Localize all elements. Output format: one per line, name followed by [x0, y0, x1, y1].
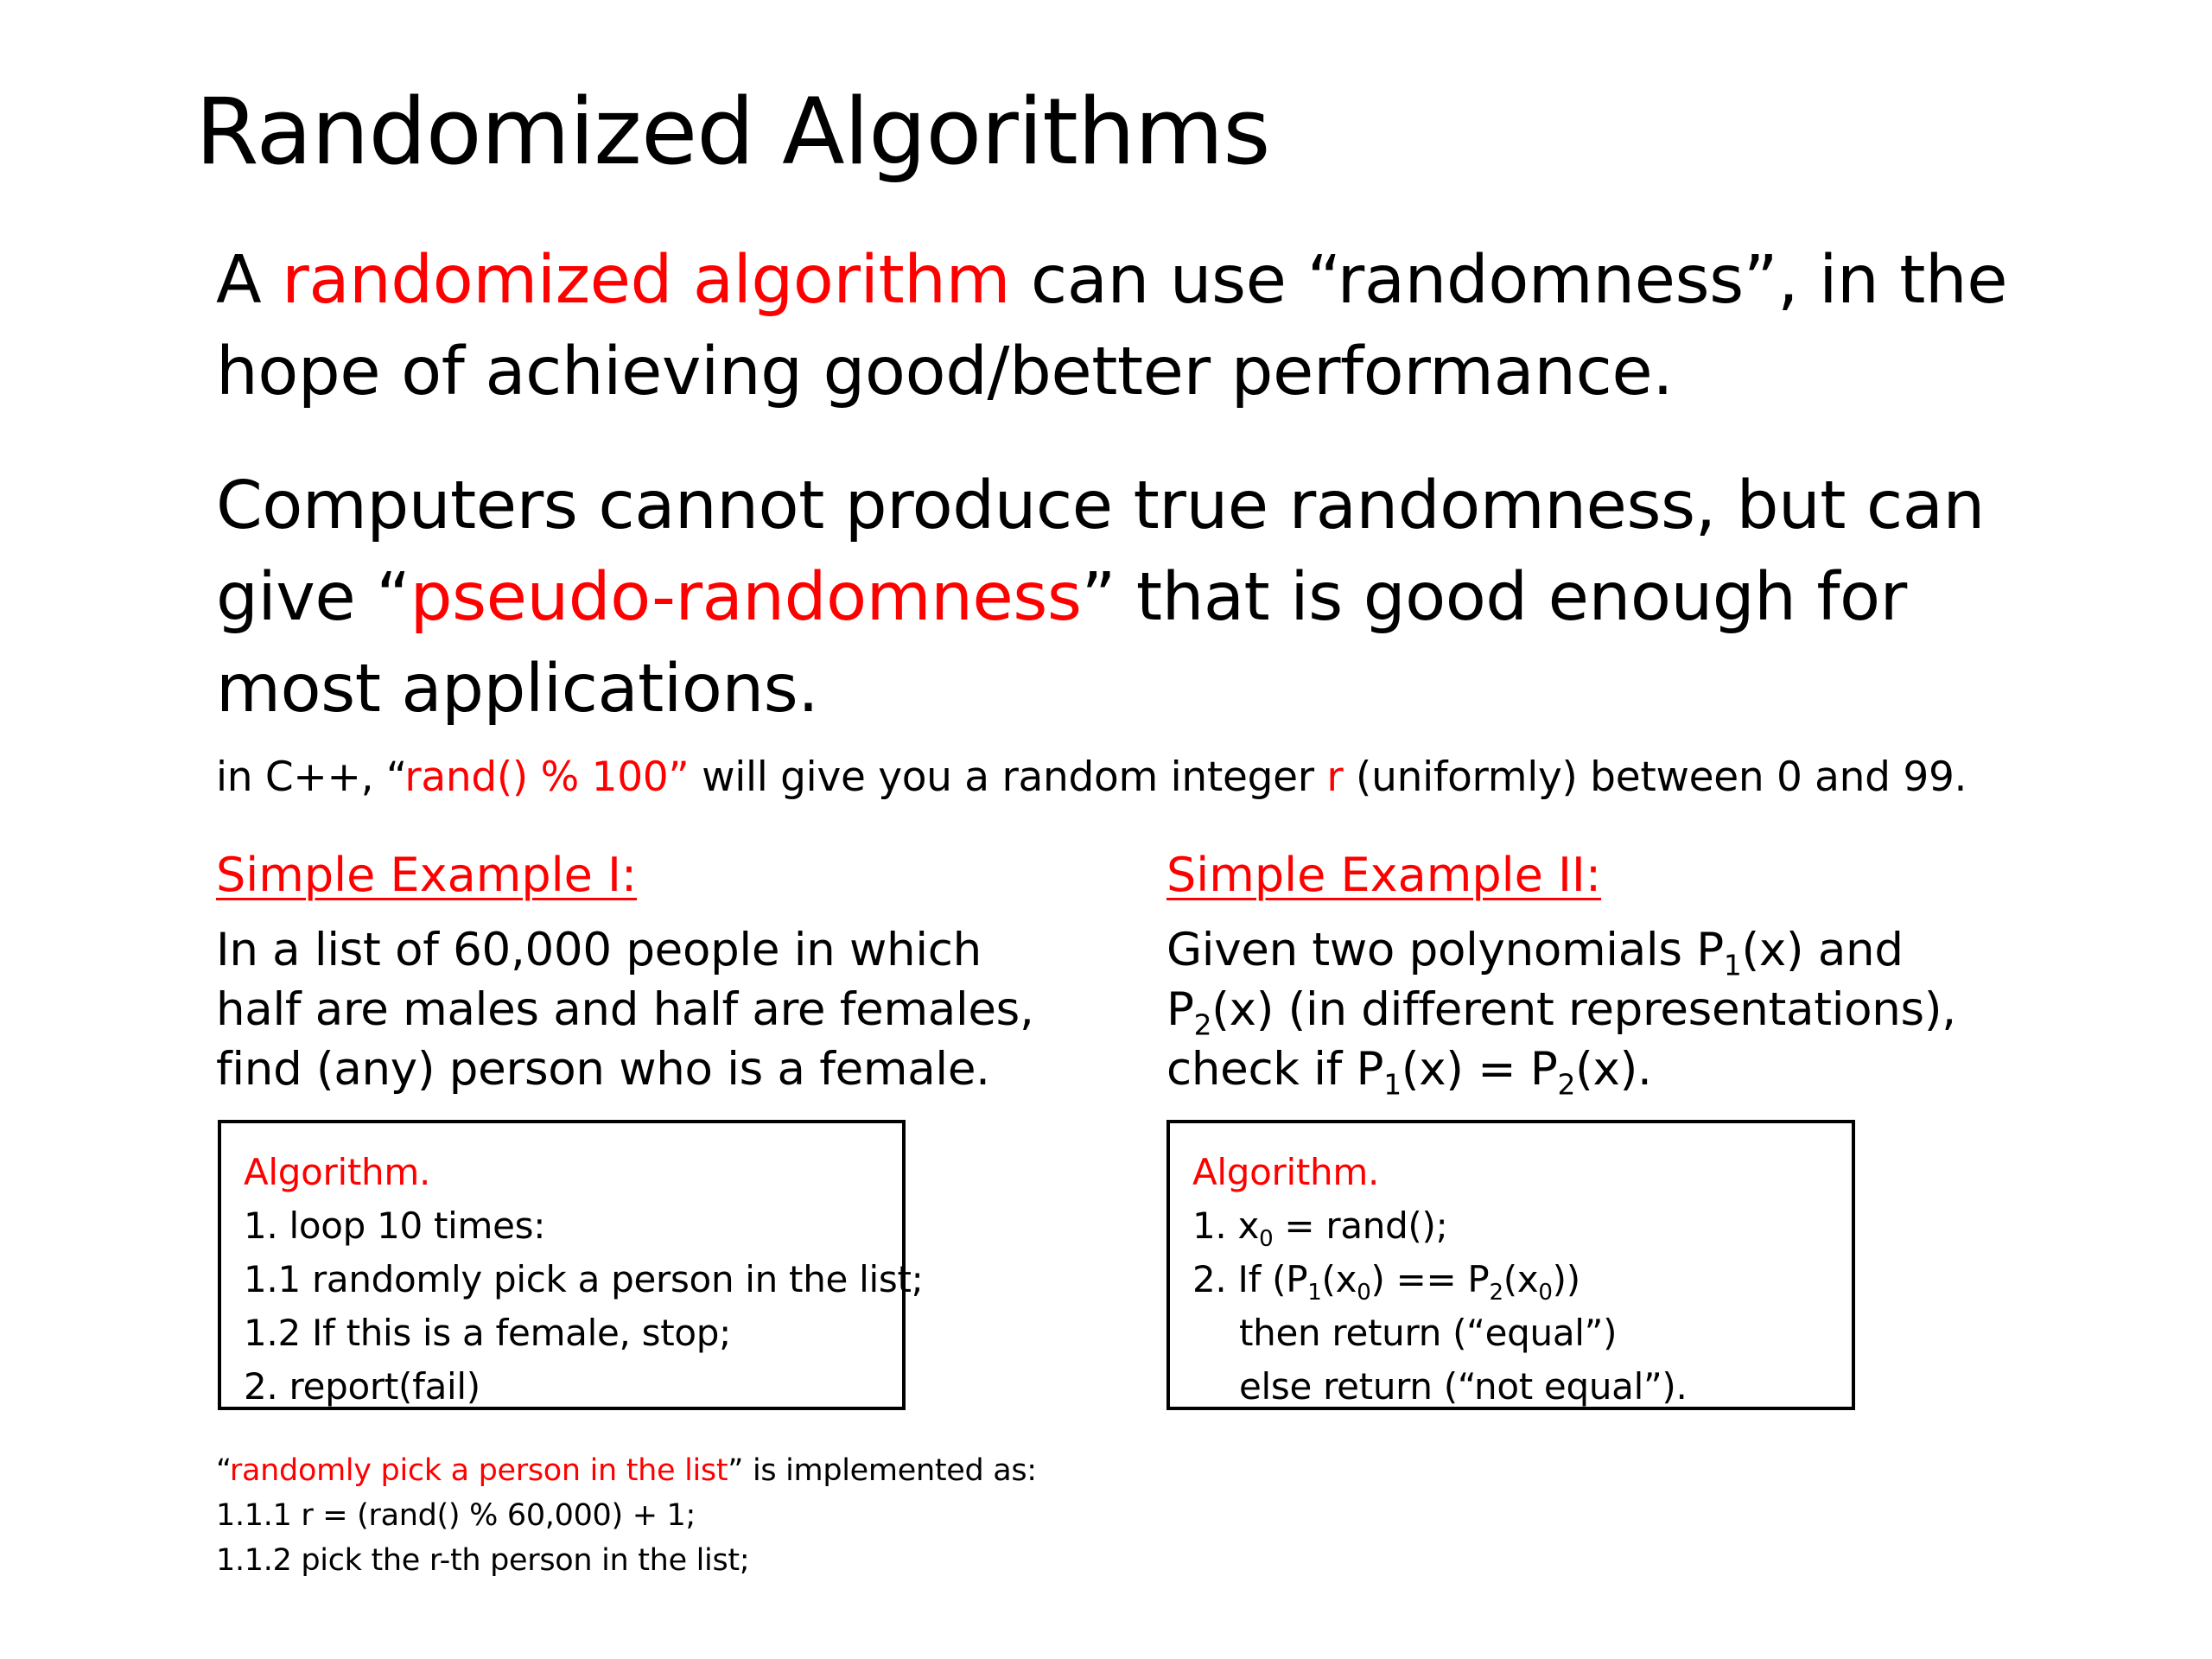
text: P [1166, 983, 1194, 1036]
implementation-footnote [216, 1448, 1037, 1583]
subscript: 0 [1538, 1280, 1553, 1306]
text: )) [1552, 1258, 1580, 1300]
subscript: 0 [1357, 1280, 1371, 1306]
computers-line-3: most applications. [216, 651, 819, 728]
intro-line-1 [216, 235, 2007, 327]
subscript: 2 [1489, 1280, 1503, 1306]
subscript: 0 [1259, 1226, 1274, 1253]
text: 1. x [1192, 1205, 1260, 1247]
algorithm-step: 2. report(fail) [244, 1365, 480, 1408]
example-2-line [1166, 1039, 1956, 1102]
pseudo-randomness-term: pseudo-randomness [410, 559, 1082, 636]
intro-text: A [216, 242, 283, 319]
randomized-algorithm-term: randomized algorithm [282, 242, 1010, 319]
footnote-line-2: 1.1.1 r = (rand() % 60,000) + 1; [216, 1498, 696, 1533]
text: Given two polynomials P [1166, 924, 1724, 976]
subscript: 1 [1383, 1067, 1402, 1102]
text: (x) (in different representations), [1211, 983, 1956, 1036]
text: (x [1503, 1258, 1539, 1300]
subscript: 2 [1557, 1067, 1576, 1102]
text: ” is implemented as: [728, 1453, 1037, 1488]
rand-code: rand() % 100” [404, 753, 690, 801]
footnote-highlight: randomly pick a person in the list [229, 1453, 728, 1488]
example-1-line: half are males and half are females, [216, 983, 1034, 1036]
example-2-line [1166, 920, 1956, 980]
text: = rand(); [1273, 1205, 1448, 1247]
algorithm-box-1 [218, 1120, 924, 1410]
algorithm-step: then return (“equal”) [1239, 1312, 1618, 1354]
intro-paragraph [216, 235, 2007, 418]
text: (x). [1575, 1043, 1652, 1096]
computers-paragraph [216, 461, 1985, 735]
text: (x [1321, 1258, 1357, 1300]
cpp-text: will give you a random integer [689, 753, 1327, 801]
var-r: r [1326, 753, 1344, 801]
example-1-description [216, 920, 1034, 1099]
text: (x) = P [1401, 1043, 1558, 1096]
example-2-heading: Simple Example II: [1166, 848, 1602, 902]
example-1-line: find (any) person who is a female. [216, 1043, 990, 1096]
example-1-line: In a list of 60,000 people in which [216, 924, 982, 976]
computers-line-2 [216, 552, 1985, 644]
text: ) == P [1370, 1258, 1490, 1300]
algorithm-step: else return (“not equal”). [1239, 1365, 1688, 1408]
subscript: 1 [1307, 1280, 1322, 1306]
subscript: 2 [1193, 1007, 1212, 1042]
algorithm-box-2 [1166, 1120, 1855, 1410]
intro-line-2: hope of achieving good/better performance. [216, 334, 1674, 410]
computers-line-1: Computers cannot produce true randomness, but can [216, 467, 1985, 544]
example-2-line [1166, 980, 1956, 1042]
text: 2. If (P [1192, 1258, 1308, 1300]
cpp-text: in C++, “ [216, 753, 405, 801]
algorithm-label: Algorithm. [1192, 1151, 1380, 1193]
algorithm-label: Algorithm. [244, 1151, 431, 1193]
footnote-line-1 [216, 1448, 1037, 1493]
text: “ [216, 1453, 230, 1488]
computers-text: ” that is good enough for [1081, 559, 1907, 636]
example-1-heading: Simple Example I: [216, 848, 638, 902]
footnote-line-3: 1.1.2 pick the r-th person in the list; [216, 1543, 750, 1578]
algorithm-step [1192, 1253, 1852, 1306]
computers-text: give “ [216, 559, 410, 636]
algorithm-step: 1.1 randomly pick a person in the list; [244, 1258, 924, 1300]
algorithm-step: 1.2 If this is a female, stop; [244, 1312, 731, 1354]
intro-text: can use “randomness”, in the [1009, 242, 2008, 319]
algorithm-step: 1. loop 10 times: [244, 1205, 546, 1247]
slide-title: Randomized Algorithms [195, 79, 1270, 185]
subscript: 1 [1723, 948, 1742, 982]
text: check if P [1166, 1043, 1384, 1096]
cpp-text: (uniformly) between 0 and 99. [1343, 753, 1967, 801]
example-2-description [1166, 920, 1956, 1102]
cpp-rand-note [216, 752, 1967, 804]
text: (x) and [1741, 924, 1904, 976]
algorithm-step [1192, 1199, 1852, 1253]
